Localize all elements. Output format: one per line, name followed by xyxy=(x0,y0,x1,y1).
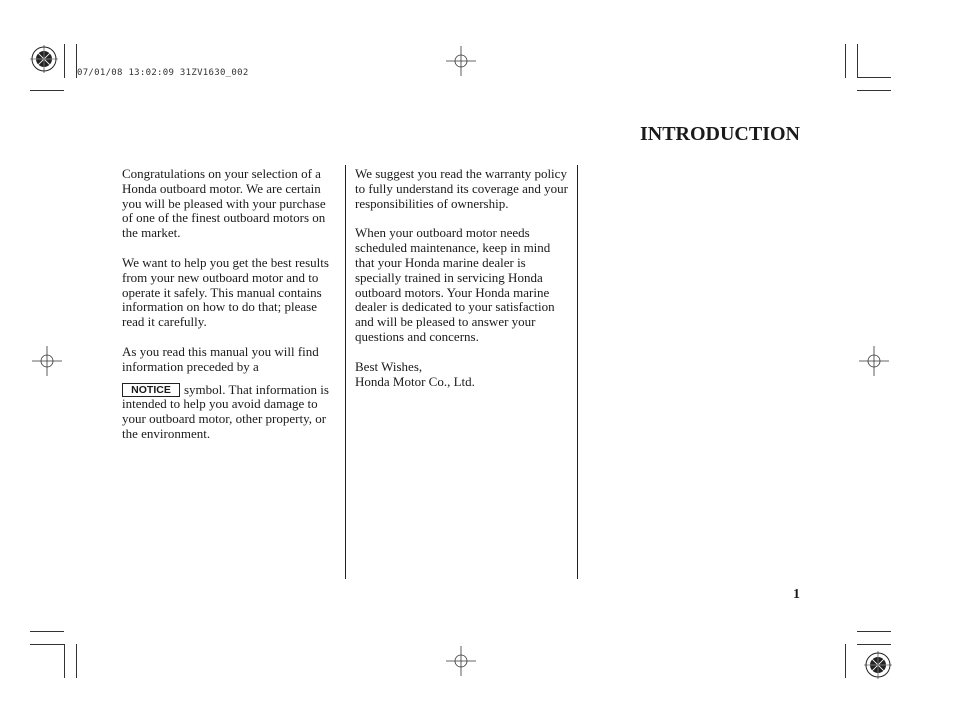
closing-text: Best Wishes, xyxy=(355,358,423,374)
crop-mark xyxy=(30,90,64,91)
crop-mark xyxy=(76,644,77,678)
crosshair-icon xyxy=(446,46,476,76)
crop-mark xyxy=(64,644,65,678)
registration-target-icon xyxy=(30,45,58,73)
crosshair-icon xyxy=(859,346,889,376)
crop-mark xyxy=(64,44,65,78)
crop-mark xyxy=(857,77,891,78)
closing-block xyxy=(355,360,571,390)
maintenance-paragraph: When your outboard motor needs scheduled maintenance, keep in mind that your Honda marine dealer is specially trained in servicing Honda outboard motors. Your Honda marine dealer is dedicated to your satisfaction and will be pleased to answer your questions and concerns. xyxy=(355,225,555,344)
left-column xyxy=(122,167,336,442)
crosshair-icon xyxy=(446,646,476,676)
page-number: 1 xyxy=(793,587,800,602)
right-column xyxy=(355,167,571,389)
warranty-paragraph: We suggest you read the warranty policy to fully understand its coverage and your responsibilities of ownership. xyxy=(355,166,568,211)
crop-mark xyxy=(857,44,858,78)
intro-paragraph-notice-lead: As you read this manual you will find information preceded by a xyxy=(122,343,319,374)
notice-explanation: symbol. That information is intended to help you avoid damage to your outboard motor, other property, or the environment. xyxy=(122,381,329,441)
print-header-stamp: 07/01/08 13:02:09 31ZV1630_002 xyxy=(77,68,249,78)
intro-paragraph-help: We want to help you get the best results from your new outboard motor and to operate it safely. This manual contains information on how to do that; please read it carefully. xyxy=(122,254,329,330)
crop-mark xyxy=(845,644,846,678)
crop-mark xyxy=(30,631,64,632)
crosshair-icon xyxy=(32,346,62,376)
crop-mark xyxy=(845,44,846,78)
column-divider xyxy=(345,165,346,579)
column-divider xyxy=(577,165,578,579)
notice-symbol: NOTICE xyxy=(122,383,180,397)
intro-paragraph-congratulations: Congratulations on your selection of a Honda outboard motor. We are certain you will be pleased with your purchase of one of the finest outboard motors on the market. xyxy=(122,166,326,241)
crop-mark xyxy=(857,90,891,91)
signature-text: Honda Motor Co., Ltd. xyxy=(355,373,475,389)
crop-mark xyxy=(30,644,64,645)
crop-mark xyxy=(857,631,891,632)
registration-target-icon xyxy=(864,651,892,679)
page-title: INTRODUCTION xyxy=(639,123,800,145)
crop-mark xyxy=(857,644,891,645)
intro-paragraph-notice xyxy=(122,383,336,442)
